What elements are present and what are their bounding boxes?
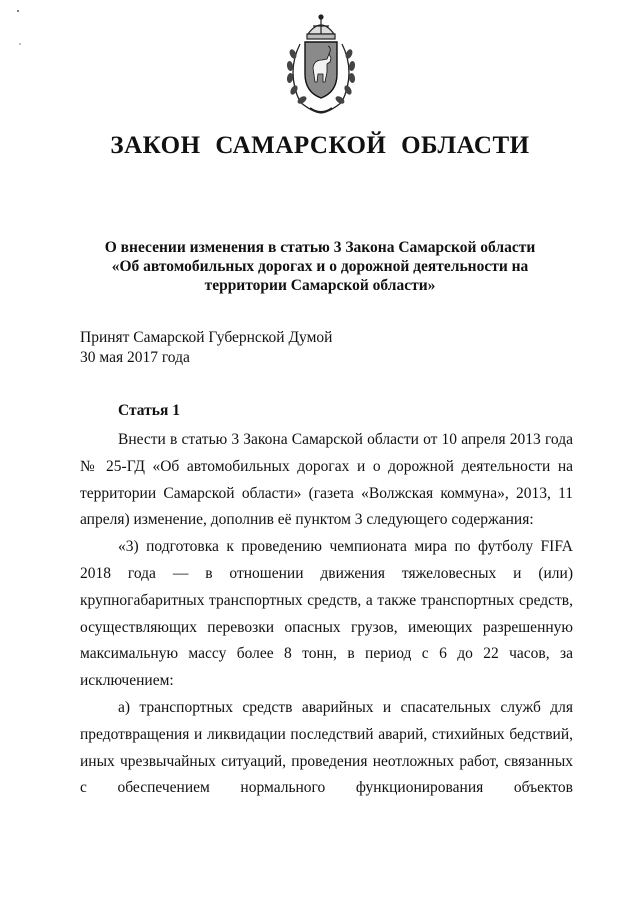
paragraph: а) транспортных средств аварийных и спасательных служб для предотвращения и ликвидации последствий аварий, стихийных бедствий, иных чрезвычайных ситуаций, проведения неотложных работ, связанных с обеспечением нормального функционирования объектов — [80, 698, 573, 797]
article-heading: Статья 1 — [118, 402, 180, 419]
subject-line: О внесении изменения в статью 3 Закона Самарской области — [104, 239, 536, 256]
samara-coat-of-arms-emblem — [280, 12, 362, 118]
paragraph: «3) подготовка к проведению чемпионата мира по футболу FIFA 2018 года — в отношении движения тяжеловесных и (или) крупногабаритных транспортных средств, а также транспортных средств, осуществляющих перевозки опасных грузов, имеющих разрешенную максимальную массу более 8 тонн, в период с 6 до 22 часов, за исключением: — [80, 538, 573, 690]
subject-line: «Об автомобильных дорогах и о дорожной деятельности на — [111, 258, 529, 275]
article-body — [80, 427, 573, 802]
adopted-date: 30 мая 2017 года — [80, 348, 190, 366]
paragraph: Внести в статью 3 Закона Самарской области от 10 апреля 2013 года № 25-ГД «Об автомобильных дорогах и о дорожной деятельности на территории Самарской области» (газета «Волжская коммуна», 2013, 11 апреля) изменение, дополнив её пунктом 3 следующего содержания: — [80, 431, 573, 529]
scan-specks — [14, 8, 44, 48]
law-title: ЗАКОН САМАРСКОЙ ОБЛАСТИ — [110, 132, 530, 159]
law-subject — [60, 238, 580, 295]
subject-line: территории Самарской области» — [204, 277, 436, 294]
adopted-by: Принят Самарской Губернской Думой — [80, 329, 333, 346]
adoption-info — [80, 328, 480, 367]
